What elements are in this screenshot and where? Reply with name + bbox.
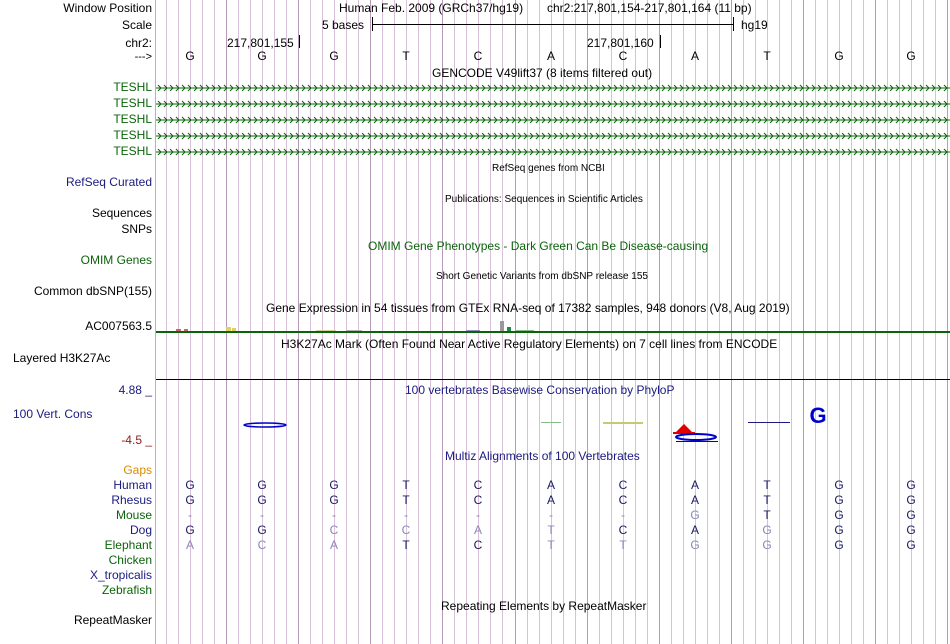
alignment-base: A bbox=[690, 478, 699, 492]
scale-text: 5 bases bbox=[322, 18, 365, 32]
alignment-base: G bbox=[329, 493, 339, 507]
gtex-bar bbox=[226, 327, 231, 331]
scale-bar bbox=[372, 24, 734, 25]
phylop-letter: G bbox=[809, 403, 827, 428]
alignment-base: C bbox=[329, 523, 339, 537]
alignment-base: G bbox=[257, 493, 267, 507]
sequences-track-label[interactable]: Sequences bbox=[91, 206, 152, 220]
phylop-letter bbox=[603, 422, 643, 424]
gencode-track-title: GENCODE V49lift37 (8 items filtered out) bbox=[432, 66, 653, 80]
alignment-base: T bbox=[402, 493, 410, 507]
alignment-base: A bbox=[690, 493, 699, 507]
alignment-base: G bbox=[690, 538, 700, 552]
gtex-bar bbox=[500, 321, 504, 331]
alignment-base: T bbox=[763, 493, 771, 507]
phylop-logo[interactable] bbox=[156, 400, 950, 450]
gencode-item-label[interactable]: TESHL bbox=[113, 112, 152, 126]
reference-base: T bbox=[402, 49, 410, 63]
reference-base: G bbox=[834, 49, 844, 63]
alignment-base: G bbox=[329, 478, 339, 492]
alignment-base: - bbox=[621, 508, 625, 522]
species-label[interactable]: Zebrafish bbox=[101, 583, 152, 597]
alignment-base: C bbox=[473, 478, 483, 492]
gtex-bar bbox=[516, 330, 534, 331]
alignment-base: A bbox=[185, 538, 194, 552]
alignment-base: G bbox=[690, 508, 700, 522]
gtex-bar bbox=[176, 329, 181, 331]
chrom-label: chr2: bbox=[125, 36, 152, 50]
alignment-base: C bbox=[257, 538, 267, 552]
alignment-base: C bbox=[473, 538, 483, 552]
alignment-base: T bbox=[547, 523, 555, 537]
alignment-base: - bbox=[332, 508, 336, 522]
gtex-bar bbox=[507, 327, 511, 331]
gtex-bar bbox=[466, 330, 480, 331]
reference-base: G bbox=[257, 49, 267, 63]
multiz-track-title: Multiz Alignments of 100 Vertebrates bbox=[445, 449, 640, 463]
alignment-base: - bbox=[188, 508, 192, 522]
window-position-label: Window Position bbox=[63, 1, 152, 15]
gtex-baseline bbox=[156, 331, 950, 333]
dbsnp-track-title: Short Genetic Variants from dbSNP release 155 bbox=[436, 271, 648, 282]
alignment-base: - bbox=[404, 508, 408, 522]
phylop-letter bbox=[541, 422, 561, 423]
alignment-base: T bbox=[763, 478, 771, 492]
reference-base: G bbox=[185, 49, 195, 63]
dbsnp-track-label[interactable]: Common dbSNP(155) bbox=[33, 284, 152, 298]
phylop-max-label: 4.88 _ bbox=[118, 383, 152, 397]
alignment-base: G bbox=[257, 478, 267, 492]
alignment-base: C bbox=[618, 523, 628, 537]
alignment-base: T bbox=[547, 538, 555, 552]
alignment-base: G bbox=[185, 478, 195, 492]
alignment-base: A bbox=[473, 523, 482, 537]
alignment-base: G bbox=[185, 493, 195, 507]
alignment-base: A bbox=[546, 493, 555, 507]
phylop-letter bbox=[676, 424, 692, 432]
position-text: chr2:217,801,154-217,801,164 (11 bp) bbox=[547, 1, 752, 15]
gtex-bar bbox=[346, 330, 362, 331]
species-label[interactable]: Mouse bbox=[115, 508, 152, 522]
alignment-base: C bbox=[618, 478, 628, 492]
pubs-track-title: Publications: Sequences in Scientific Articles bbox=[445, 194, 643, 205]
gtex-bars[interactable] bbox=[156, 318, 950, 334]
omim-track-title: OMIM Gene Phenotypes - Dark Green Can Be Disease-causing bbox=[368, 239, 709, 253]
track-labels-panel bbox=[0, 0, 155, 644]
phylop-letter bbox=[676, 441, 718, 442]
species-label[interactable]: Elephant bbox=[104, 538, 152, 552]
gtex-bar bbox=[184, 329, 188, 331]
reference-base: A bbox=[690, 49, 699, 63]
species-label[interactable]: Dog bbox=[129, 523, 152, 537]
scale-label: Scale bbox=[121, 18, 152, 32]
alignment-base: C bbox=[618, 493, 628, 507]
reference-base: T bbox=[763, 49, 771, 63]
alignment-base: G bbox=[257, 523, 267, 537]
phylop-track-label[interactable]: 100 Vert. Cons bbox=[13, 407, 93, 421]
snps-track-label[interactable]: SNPs bbox=[121, 222, 152, 236]
track-display-area[interactable] bbox=[156, 0, 950, 644]
scale-bar-right-tick bbox=[733, 17, 734, 31]
repeatmasker-track-label[interactable]: RepeatMasker bbox=[73, 613, 152, 627]
alignment-base: T bbox=[402, 478, 410, 492]
h3k27ac-track-label[interactable]: Layered H3K27Ac bbox=[13, 351, 111, 365]
alignment-base: G bbox=[906, 538, 916, 552]
db-label: hg19 bbox=[741, 18, 768, 32]
refseq-track-title: RefSeq genes from NCBI bbox=[492, 163, 605, 174]
coord-label: 217,801,155 bbox=[227, 36, 294, 50]
alignment-base: T bbox=[619, 538, 627, 552]
phylop-letter bbox=[748, 422, 790, 423]
gtex-bar bbox=[232, 328, 236, 331]
gencode-gene-line[interactable] bbox=[156, 116, 950, 124]
alignment-base: - bbox=[549, 508, 553, 522]
gencode-item-label[interactable]: TESHL bbox=[113, 128, 152, 142]
phylop-track-title: 100 vertebrates Basewise Conservation by PhyloP bbox=[405, 383, 675, 397]
species-label[interactable]: Human bbox=[113, 478, 152, 492]
alignment-base: G bbox=[834, 478, 844, 492]
phylop-letter bbox=[676, 434, 716, 440]
gtex-track-title: Gene Expression in 54 tissues from GTEx RNA-seq of 17382 samples, 948 donors (V8, Aug 2019) bbox=[266, 301, 790, 315]
gencode-gene-line[interactable] bbox=[156, 148, 950, 156]
reference-base: C bbox=[473, 49, 483, 63]
gencode-gene-line[interactable] bbox=[156, 132, 950, 140]
gtex-bar bbox=[316, 330, 336, 331]
reference-base: C bbox=[618, 49, 628, 63]
species-label[interactable]: X_tropicalis bbox=[89, 568, 152, 582]
h3k27ac-track-title: H3K27Ac Mark (Often Found Near Active Regulatory Elements) on 7 cell lines from ENCODE bbox=[281, 337, 778, 351]
alignment-base: C bbox=[473, 493, 483, 507]
gencode-gene-line[interactable] bbox=[156, 100, 950, 108]
alignment-base: - bbox=[476, 508, 480, 522]
alignment-base: G bbox=[762, 538, 772, 552]
phylop-letter bbox=[244, 423, 286, 427]
alignment-base: G bbox=[834, 523, 844, 537]
reference-base: A bbox=[546, 49, 555, 63]
gencode-item-label[interactable]: TESHL bbox=[113, 96, 152, 110]
h3k27ac-baseline bbox=[156, 379, 950, 380]
coord-tick bbox=[299, 35, 300, 48]
gaps-track-label[interactable]: Gaps bbox=[123, 463, 152, 477]
alignment-base: G bbox=[906, 508, 916, 522]
gtex-track-label[interactable]: AC007563.5 bbox=[85, 319, 152, 333]
alignment-base: T bbox=[402, 538, 410, 552]
alignment-base: G bbox=[834, 508, 844, 522]
coord-tick bbox=[660, 35, 661, 48]
alignment-base: G bbox=[906, 493, 916, 507]
alignment-base: A bbox=[546, 478, 555, 492]
phylop-min-label: -4.5 _ bbox=[121, 433, 152, 447]
alignment-base: C bbox=[401, 523, 411, 537]
alignment-base: T bbox=[763, 508, 771, 522]
alignment-base: G bbox=[185, 523, 195, 537]
alignment-base: G bbox=[906, 478, 916, 492]
coord-label: 217,801,160 bbox=[587, 36, 654, 50]
omim-track-label[interactable]: OMIM Genes bbox=[80, 253, 152, 267]
species-label[interactable]: Rhesus bbox=[111, 493, 152, 507]
gencode-item-label[interactable]: TESHL bbox=[113, 144, 152, 158]
gencode-gene-line[interactable] bbox=[156, 84, 950, 92]
repeatmasker-track-title: Repeating Elements by RepeatMasker bbox=[441, 599, 647, 613]
alignment-base: A bbox=[329, 538, 338, 552]
alignment-base: G bbox=[906, 523, 916, 537]
alignment-base: G bbox=[834, 538, 844, 552]
reference-base: G bbox=[329, 49, 339, 63]
gencode-item-label[interactable]: TESHL bbox=[113, 80, 152, 94]
alignment-base: G bbox=[834, 493, 844, 507]
alignment-base: A bbox=[690, 523, 699, 537]
assembly-title: Human Feb. 2009 (GRCh37/hg19) bbox=[339, 1, 524, 15]
alignment-base: - bbox=[260, 508, 264, 522]
reference-base: G bbox=[906, 49, 916, 63]
alignment-base: G bbox=[762, 523, 772, 537]
species-label[interactable]: Chicken bbox=[108, 553, 152, 567]
refseq-track-label[interactable]: RefSeq Curated bbox=[65, 175, 152, 189]
strand-arrow-label: ---> bbox=[134, 51, 152, 63]
